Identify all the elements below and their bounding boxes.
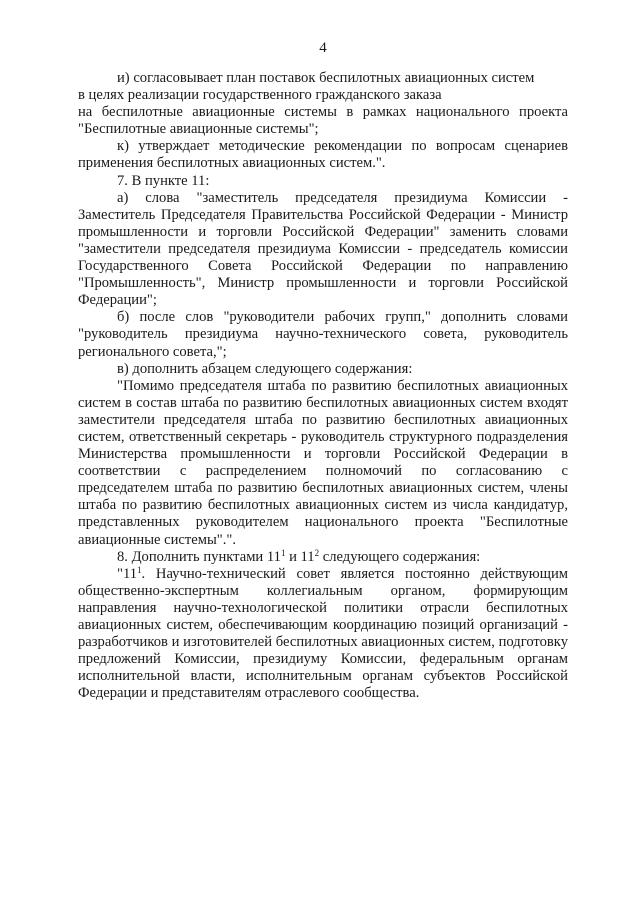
council-text-after: . Научно-технический совет является постоянно действующим общественно-экспертным коллегиальным органом, формирующим направления научно-технологической политики отрасли беспилотных авиационных систем, обеспечивающим координацию позиций организаций - разработчиков и изготовителей беспилотных авиационных систем, подготовку предложений Комиссии, президиуму Комиссии, федеральным органам исполнительной власти, исполнительным органам субъектов Российской Федерации и представителям отраслевого сообщества. <box>78 565 568 702</box>
council-text-before: "11 <box>117 565 138 582</box>
item-8-sup-1: 1 <box>280 547 286 558</box>
paragraph-k-guidelines: к) утверждает методические рекомендации по вопросам сценариев применения беспилотных авиационных систем.". <box>78 138 568 172</box>
paragraph-v-add-paragraph: в) дополнить абзацем следующего содержания: <box>117 360 413 377</box>
document-page <box>78 0 568 905</box>
paragraph-a-replace-words: а) слова "заместитель председателя президиума Комиссии - Заместитель Председателя Правительства Российской Федерации - Министр промышленности и торговли Российской Федерации" заменить словами "заместители председателя президиума Комиссии - председатель комиссии Государственного Совета Российской Федерации по направлению "Промышленность", Министр промышленности и торговли Российской Федерации"; <box>78 189 568 309</box>
paragraph-item-7-heading: 7. В пункте 11: <box>117 172 210 189</box>
item-8-sup-2: 2 <box>314 547 320 558</box>
item-8-text-middle: и 11 <box>285 548 315 565</box>
page-number: 4 <box>319 40 327 56</box>
paragraph-scientific-council <box>78 566 568 703</box>
item-8-text-before: 8. Дополнить пунктами 11 <box>117 548 281 565</box>
paragraph-item-8-heading <box>78 549 568 566</box>
item-8-text-after: следующего содержания: <box>319 548 481 565</box>
paragraph-staff-composition: "Помимо председателя штаба по развитию беспилотных авиационных систем в состав штаба по развитию беспилотных авиационных систем входят заместители председателя штаба по развитию беспилотных авиационных систем, ответственный секретарь - руководитель структурного подразделения Министерства промышленности и торговли Российской Федерации в соответствии с распределением полномочий по согласованию с председателем штаба по развитию беспилотных авиационных систем, члены штаба по развитию беспилотных авиационных систем из числа кандидатур, представленных руководителем национального проекта "Беспилотные авиационные системы".". <box>78 377 568 548</box>
document-body <box>78 70 568 702</box>
paragraph-b-add-words: б) после слов "руководители рабочих групп," дополнить словами "руководитель президиума научно-технического совета, руководитель регионального совета,"; <box>78 309 568 360</box>
paragraph-i-supply-plan: и) согласовывает план поставок беспилотных авиационных систем в целях реализации государственного гражданского заказа на беспилотные авиационные системы в рамках национального проекта "Беспилотные авиационные системы"; <box>78 70 568 138</box>
council-sup-1: 1 <box>137 564 142 575</box>
